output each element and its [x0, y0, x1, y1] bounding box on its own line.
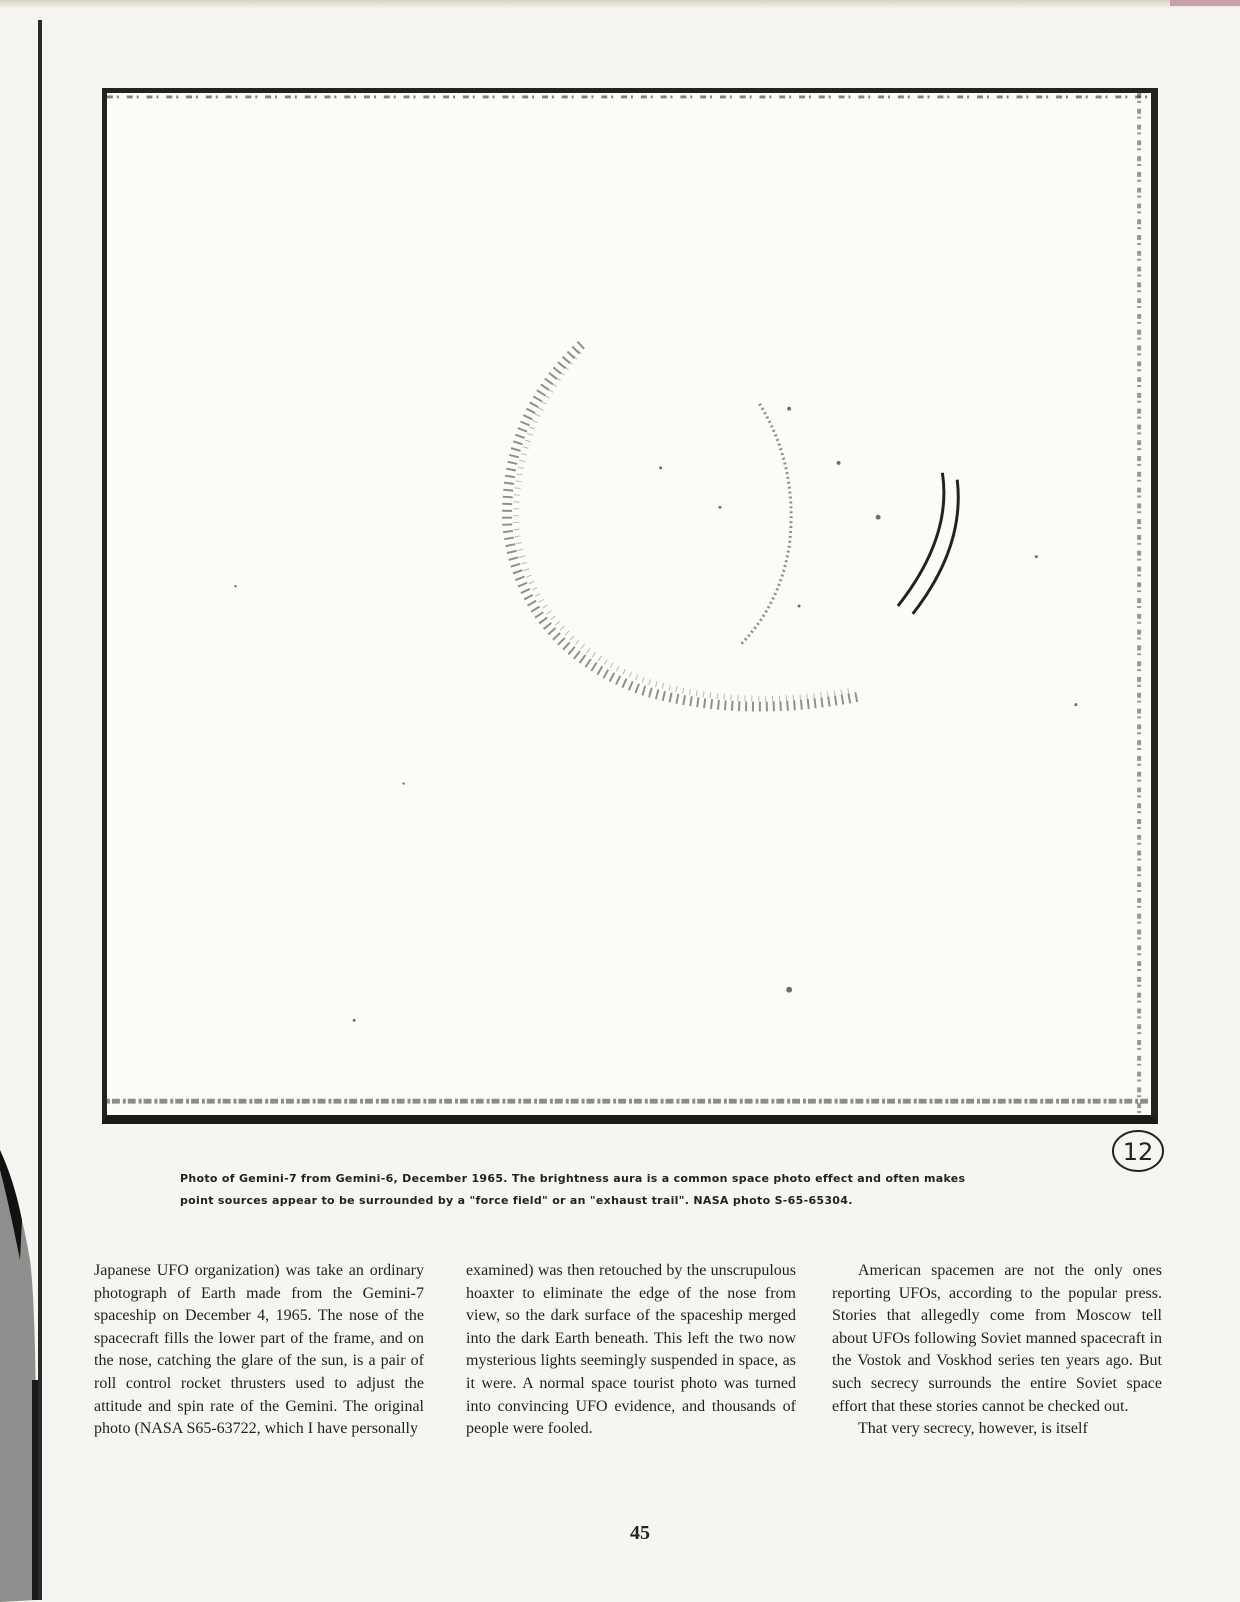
caption-line-1: Photo of Gemini-7 from Gemini-6, December 1965. The brightness aura is a common space photo effect and often makes	[180, 1172, 966, 1185]
page-top-edge	[0, 0, 1240, 9]
text-column-2	[466, 1260, 796, 1441]
caption-line-2: point sources appear to be surrounded by a "force field" or an "exhaust trail". NASA photo S-65-65304.	[180, 1194, 853, 1207]
photo-frame	[102, 88, 1158, 1124]
binding-edge-shadow	[0, 0, 56, 1602]
text-column-3	[832, 1260, 1162, 1441]
page-top-edge-tint	[1170, 0, 1240, 6]
column-3-paragraph-2: That very secrecy, however, is itself	[858, 1420, 1088, 1438]
page-number: 45	[630, 1522, 650, 1544]
handwritten-number-text: 12	[1122, 1138, 1154, 1166]
handwritten-page-marker	[1110, 1128, 1166, 1174]
column-1-paragraph: Japanese UFO organization) was take an ordinary photograph of Earth made from the Gemini-7 spaceship on December 4, 1965. The nose of the spacecraft fills the lower part of the frame, and on the nose, catching the glare of the sun, is a pair of roll control rocket thrusters used to adjust the attitude and spin rate of the Gemini. The original photo (NASA S65-63722, which I have personally	[94, 1262, 424, 1438]
column-3-paragraph-1: American spacemen are not the only ones reporting UFOs, according to the popular press. Stories that allegedly come from Moscow tell about UFOs following Soviet manned spacecraft in the Vostok and Voskhod series ten years ago. But such secrecy surrounds the entire Soviet space effort that these stories cannot be checked out.	[832, 1262, 1162, 1415]
text-column-1	[94, 1260, 424, 1441]
column-2-paragraph: examined) was then retouched by the unscrupulous hoaxter to eliminate the edge of the nose from view, so the dark surface of the spaceship merged into the dark Earth beneath. This left the two now mysterious lights seemingly suspended in space, as it were. A normal space tourist photo was turned into convincing UFO evidence, and thousands of people were fooled.	[466, 1262, 796, 1438]
photo-caption	[180, 1168, 1100, 1212]
gemini-photo	[107, 93, 1151, 1115]
